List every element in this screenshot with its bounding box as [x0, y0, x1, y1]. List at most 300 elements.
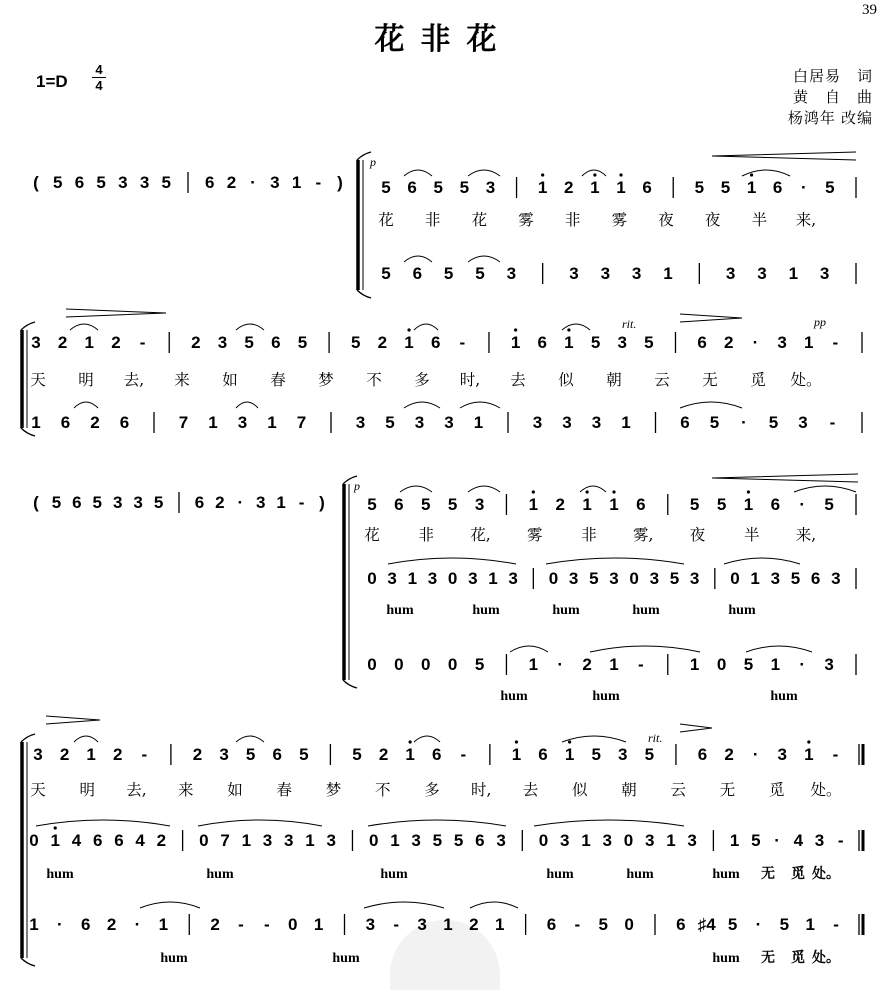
key-signature: 1=D [36, 72, 68, 91]
harmony-note: 5 [709, 413, 720, 432]
lyric: 明 [79, 781, 96, 799]
lyric: 似 [558, 371, 574, 389]
melody-note: 5 [824, 495, 834, 514]
harmony-note: 3 [506, 264, 517, 283]
alto-note: 3 [262, 831, 273, 850]
bass-note: 6 [676, 915, 686, 934]
lyric: 花 [378, 211, 394, 229]
bass-note: 3 [417, 915, 427, 934]
melody-note: 1 [803, 333, 814, 352]
melody-note: 3 [777, 333, 787, 352]
lyric: 春 [276, 781, 293, 799]
lyric: 不 [366, 371, 382, 389]
slur [562, 736, 626, 742]
bass-note: 0 [716, 655, 727, 674]
alto-note: 1 [729, 831, 740, 850]
hum-lyric: hum [592, 689, 620, 704]
harmony-note: 5 [381, 264, 391, 283]
harmony-note: 1 [267, 413, 277, 432]
melody-note: 5 [367, 495, 377, 514]
melody-note: 1 [404, 333, 414, 352]
alto-note: 1 [407, 569, 418, 588]
lyric: 时, [471, 781, 492, 799]
lyric: 来 [174, 371, 190, 389]
lyric: 花 [364, 526, 380, 544]
alto-note: 1 [666, 831, 676, 850]
prelude-note: 2 [215, 493, 225, 512]
alto-note: 0 [368, 831, 379, 850]
slur [590, 646, 700, 652]
lyric: 处。 [810, 781, 842, 799]
high-octave-dot [807, 740, 810, 743]
bass-note: - [638, 655, 644, 674]
prelude-note: 1 [276, 493, 286, 512]
hum-lyric: hum [500, 689, 528, 704]
lyric: 花 [471, 211, 488, 229]
melody-note: 5 [297, 333, 308, 352]
decrescendo-hairpin [680, 724, 712, 732]
decrescendo-hairpin [680, 314, 742, 322]
high-octave-dot [619, 173, 622, 176]
slur [36, 820, 170, 826]
dynamic-mark: pp [814, 315, 826, 329]
bass-note: 3 [365, 915, 376, 934]
hum-lyric: 处。 [812, 951, 840, 966]
bass-note: 2 [210, 915, 220, 934]
alto-note: 3 [284, 831, 294, 850]
slur [404, 256, 432, 262]
harmony-note: 3 [819, 264, 830, 283]
melody-note: 5 [591, 745, 601, 764]
slur [468, 486, 500, 492]
harmony-note: 6 [680, 413, 690, 432]
lyric: 云 [670, 781, 687, 799]
alto-note: 1 [305, 831, 315, 850]
lyric: 不 [374, 781, 391, 799]
lyric: 雾 [526, 526, 543, 544]
melody-note: 3 [219, 745, 229, 764]
melody-note: 2 [59, 745, 70, 764]
alto-note: 3 [568, 569, 579, 588]
bass-note: · [755, 915, 762, 934]
alto-note: 0 [367, 569, 377, 588]
prelude-note: 3 [133, 493, 143, 512]
prelude-note: · [250, 173, 256, 192]
prelude-note: - [298, 493, 305, 512]
alto-note: 1 [50, 831, 60, 850]
alto-note: 3 [468, 569, 478, 588]
alto-note: 5 [432, 831, 443, 850]
bass-note: · [799, 655, 806, 674]
harmony-note: 1 [473, 413, 484, 432]
lyric: 雾 [518, 211, 534, 229]
high-octave-dot [586, 490, 589, 493]
melody-note: 2 [191, 333, 201, 352]
melody-note: 6 [271, 333, 281, 352]
melody-note: 6 [394, 495, 404, 514]
credit-composer: 黄 自 曲 [792, 89, 873, 106]
alto-note: 4 [135, 831, 145, 850]
harmony-note: 3 [355, 413, 366, 432]
slur [468, 256, 500, 262]
melody-note: 5 [299, 745, 309, 764]
alto-note: 5 [589, 569, 599, 588]
prelude-note: 3 [118, 173, 128, 192]
high-octave-dot [612, 490, 615, 493]
slur [562, 324, 590, 330]
melody-note: 5 [644, 333, 654, 352]
crescendo-hairpin [712, 474, 858, 482]
harmony-note: 6 [412, 264, 423, 283]
lyric: 多 [424, 781, 440, 799]
prelude-note: 5 [51, 493, 62, 512]
alto-note: 6 [92, 831, 103, 850]
high-octave-dot [407, 328, 410, 331]
slur [414, 324, 438, 330]
slur [468, 170, 500, 176]
hum-lyric: hum [552, 603, 580, 618]
bass-note: 0 [447, 655, 458, 674]
time-signature-bottom: 4 [92, 77, 106, 93]
slur [140, 902, 200, 908]
alto-note: 6 [114, 831, 124, 850]
hum-lyric: 无 [761, 867, 775, 882]
lyric: 去, [123, 371, 145, 389]
lyric: 觅 [750, 371, 766, 389]
melody-note: 5 [433, 178, 443, 197]
harmony-note: 1 [663, 264, 673, 283]
prelude-note: 5 [52, 173, 63, 192]
melody-note: 2 [378, 745, 389, 764]
melody-note: 3 [777, 745, 787, 764]
bass-note: 1 [805, 915, 815, 934]
lyric: 如 [222, 371, 238, 389]
melody-note: · [800, 178, 807, 197]
melody-note: 5 [459, 178, 470, 197]
alto-note: 0 [29, 831, 39, 850]
brace-hook-bottom [21, 958, 35, 966]
melody-note: - [832, 333, 839, 352]
melody-note: 6 [772, 178, 783, 197]
high-octave-dot [747, 490, 750, 493]
alto-note: 1 [581, 831, 591, 850]
melody-note: - [459, 333, 466, 352]
melody-note: 1 [564, 333, 574, 352]
slur [364, 902, 444, 908]
harmony-note: 1 [788, 264, 799, 283]
alto-note: 3 [411, 831, 421, 850]
melody-note: 5 [689, 495, 700, 514]
bass-note: 0 [288, 915, 298, 934]
hum-lyric: hum [546, 867, 574, 882]
alto-note: 5 [751, 831, 761, 850]
bass-note: 1 [528, 655, 539, 674]
lyric: 天 [30, 371, 46, 389]
hum-lyric: 处。 [812, 867, 840, 882]
lyric: 梦 [318, 371, 334, 389]
prelude-note: 3 [139, 173, 150, 192]
hum-lyric: hum [386, 603, 414, 618]
melody-note: 5 [244, 333, 254, 352]
melody-note: 3 [617, 333, 627, 352]
lyric: 去, [126, 781, 147, 799]
harmony-note: 3 [631, 264, 642, 283]
bass-note: 1 [443, 915, 453, 934]
melody-note: 2 [564, 178, 574, 197]
bass-note: 2 [582, 655, 592, 674]
melody-note: 1 [743, 495, 754, 514]
harmony-note: 3 [798, 413, 808, 432]
melody-note: 6 [636, 495, 646, 514]
harmony-note: 3 [444, 413, 454, 432]
lyric: 处。 [790, 371, 822, 389]
hum-lyric: hum [160, 951, 188, 966]
high-octave-dot [541, 173, 544, 176]
prelude-note: ) [337, 173, 343, 192]
hum-lyric: hum [712, 951, 740, 966]
time-signature-top: 4 [95, 62, 103, 77]
alto-note: 3 [831, 569, 841, 588]
hum-lyric: hum [728, 603, 756, 618]
alto-note: 3 [649, 569, 660, 588]
melody-note: 2 [377, 333, 388, 352]
melody-note: 5 [245, 745, 256, 764]
prelude-note: 6 [204, 173, 215, 192]
melody-note: 6 [697, 745, 708, 764]
bass-note: · [57, 915, 63, 934]
lyric: 来 [177, 781, 194, 799]
song-title: 花非花 [374, 22, 513, 57]
lyric: 雾, [633, 526, 654, 544]
melody-note: 5 [421, 495, 431, 514]
hum-lyric: hum [332, 951, 360, 966]
lyric: 非 [564, 211, 581, 229]
prelude-note: 5 [153, 493, 164, 512]
bass-note: 5 [727, 915, 738, 934]
alto-note: 6 [475, 831, 485, 850]
alto-note: 3 [609, 569, 619, 588]
bass-note: 1 [689, 655, 700, 674]
alto-note: 3 [560, 831, 570, 850]
melody-note: 2 [724, 333, 734, 352]
alto-note: 3 [387, 569, 397, 588]
melody-note: 3 [33, 745, 43, 764]
melody-note: 6 [272, 745, 282, 764]
credit-lyricist: 白居易 词 [792, 68, 873, 85]
slur [460, 402, 500, 408]
prelude-note: 6 [194, 493, 205, 512]
melody-note: - [141, 745, 148, 764]
melody-note: - [832, 745, 839, 764]
bass-note: · [134, 915, 141, 934]
bass-note: - [393, 915, 400, 934]
alto-note: 1 [488, 569, 498, 588]
slur [236, 324, 264, 330]
lyric: 朝 [606, 371, 622, 389]
melody-note: 6 [407, 178, 417, 197]
alto-note: 4 [793, 831, 804, 850]
slur [680, 402, 742, 408]
melody-note: 3 [217, 333, 228, 352]
bass-note: 2 [469, 915, 479, 934]
melody-note: 5 [825, 178, 835, 197]
brace-hook-top [21, 734, 35, 742]
harmony-note: 3 [757, 264, 767, 283]
melody-note: 6 [537, 333, 547, 352]
prelude-note: ( [33, 493, 39, 512]
high-octave-dot [568, 740, 571, 743]
slur [794, 486, 856, 492]
melody-note: 1 [528, 495, 539, 514]
harmony-note: 5 [475, 264, 485, 283]
slur [510, 646, 548, 652]
harmony-note: 3 [600, 264, 611, 283]
alto-note: - [837, 831, 844, 850]
brace-hook-top [357, 152, 371, 160]
melody-note: 2 [724, 745, 734, 764]
hum-lyric: 觅 [791, 867, 805, 882]
alto-note: 3 [814, 831, 825, 850]
melody-note: 1 [405, 745, 415, 764]
harmony-note: 3 [562, 413, 572, 432]
prelude-note: 6 [74, 173, 85, 192]
slur [368, 820, 506, 826]
harmony-note: 2 [90, 413, 100, 432]
bass-note: - [264, 915, 270, 934]
slur [404, 402, 440, 408]
alto-note: 1 [390, 831, 400, 850]
slur [534, 820, 684, 826]
slur [74, 402, 98, 408]
hum-lyric: hum [712, 867, 740, 882]
bass-note: 1 [313, 915, 324, 934]
melody-note: 5 [381, 178, 391, 197]
slur [414, 736, 440, 742]
prelude-note: 5 [92, 493, 103, 512]
lyric: 夜 [704, 211, 721, 229]
slur [724, 558, 800, 564]
melody-note: 6 [431, 745, 442, 764]
slur [70, 324, 98, 330]
bass-note: - [833, 915, 839, 934]
dynamic-mark: rit. [622, 317, 637, 331]
bass-note: 5 [598, 915, 608, 934]
bass-note: 5 [743, 655, 754, 674]
dynamic-mark: rit. [648, 731, 663, 745]
decrescendo-hairpin [66, 309, 166, 317]
melody-note: 1 [564, 745, 575, 764]
melody-note: 1 [616, 178, 626, 197]
melody-note: 2 [57, 333, 68, 352]
lyric: 非 [424, 211, 441, 229]
high-octave-dot [515, 740, 518, 743]
lyric: 半 [743, 526, 760, 544]
hum-lyric: 觅 [791, 951, 805, 966]
harmony-note: 3 [414, 413, 425, 432]
bass-note: - [574, 915, 581, 934]
high-octave-dot [532, 490, 535, 493]
melody-note: 1 [511, 745, 522, 764]
slur [236, 736, 264, 742]
bass-note: 0 [394, 655, 404, 674]
high-octave-dot [54, 826, 57, 829]
slur [74, 736, 98, 742]
lyric: 来, [795, 526, 817, 544]
high-octave-dot [750, 173, 753, 176]
alto-note: · [774, 831, 780, 850]
lyric: 觅 [768, 781, 785, 799]
harmony-note: 1 [621, 413, 631, 432]
melody-note: · [752, 745, 759, 764]
high-octave-dot [409, 740, 412, 743]
decrescendo-hairpin [46, 716, 100, 724]
bass-note: 6 [546, 915, 557, 934]
slur [546, 558, 684, 564]
harmony-note: 3 [591, 413, 602, 432]
bass-note: 0 [624, 915, 634, 934]
score-text [29, 155, 843, 966]
harmony-note: 7 [178, 413, 189, 432]
melody-note: 1 [86, 745, 96, 764]
melody-note: 3 [31, 333, 41, 352]
alto-note: 3 [770, 569, 781, 588]
melody-note: 1 [84, 333, 95, 352]
harmony-note: 5 [443, 264, 454, 283]
hum-lyric: hum [626, 867, 654, 882]
harmony-note: 1 [31, 413, 41, 432]
melody-note: 5 [720, 178, 731, 197]
harmony-note: 3 [725, 264, 736, 283]
bass-note: 2 [106, 915, 117, 934]
lyric: 春 [270, 371, 286, 389]
melody-note: 1 [746, 178, 757, 197]
melody-note: 1 [537, 178, 548, 197]
bass-note: 1 [158, 915, 169, 934]
melody-note: 1 [609, 495, 619, 514]
prelude-note: 2 [226, 173, 237, 192]
hum-lyric: hum [632, 603, 660, 618]
hum-lyric: hum [46, 867, 74, 882]
dynamic-mark: p [370, 155, 376, 169]
melody-note: 3 [474, 495, 485, 514]
alto-note: 1 [241, 831, 252, 850]
bass-note: 6 [81, 915, 91, 934]
melody-note: 6 [697, 333, 707, 352]
harmony-note: 6 [60, 413, 71, 432]
slur [470, 902, 518, 908]
slur [742, 170, 790, 176]
lyric: 天 [30, 781, 46, 799]
hum-lyric: hum [380, 867, 408, 882]
bass-note: 5 [779, 915, 790, 934]
slur [236, 402, 258, 408]
alto-note: 5 [669, 569, 680, 588]
prelude-note: - [315, 173, 322, 192]
prelude-note: 3 [270, 173, 280, 192]
melody-note: · [752, 333, 759, 352]
alto-note: 3 [326, 831, 336, 850]
high-octave-dot [593, 173, 596, 176]
lyric: 如 [227, 781, 243, 799]
bass-note: 1 [609, 655, 619, 674]
lyric: 雾 [611, 211, 628, 229]
high-octave-dot [514, 328, 517, 331]
alto-note: 0 [730, 569, 740, 588]
alto-note: 3 [644, 831, 655, 850]
harmony-note: - [829, 413, 836, 432]
harmony-note: 5 [385, 413, 395, 432]
melody-note: 2 [192, 745, 203, 764]
